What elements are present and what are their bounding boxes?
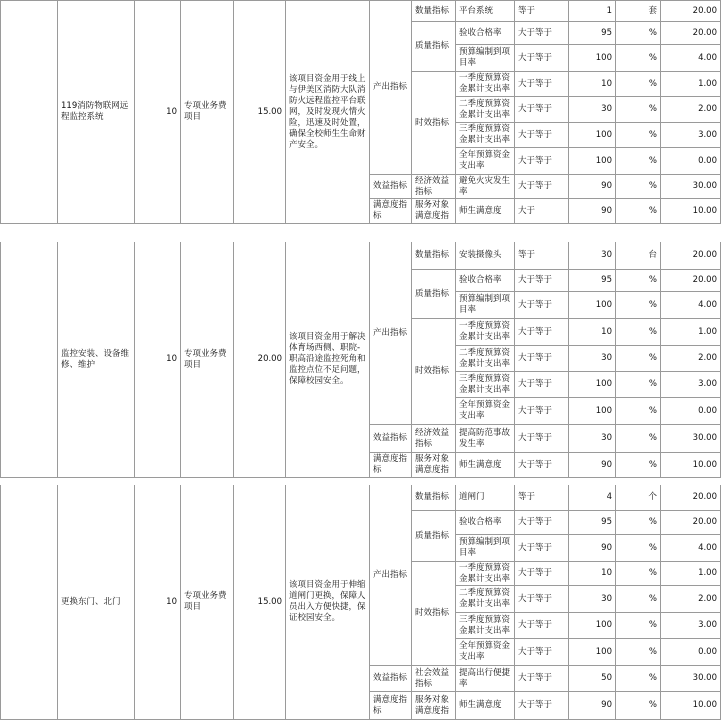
- indicator-unit: %: [616, 270, 661, 292]
- indicator-name: 师生满意度: [456, 453, 515, 478]
- indicator-name: 验收合格率: [456, 511, 515, 535]
- level2-indicator: 服务对象满意度指: [412, 692, 456, 720]
- level1-indicator: 满意度指标: [370, 453, 412, 478]
- indicator-operator: 大于等于: [515, 175, 569, 199]
- indicator-name: 师生满意度: [456, 199, 515, 224]
- project-category: 专项业务费项目: [181, 0, 234, 224]
- indicator-value: 30: [569, 97, 616, 123]
- indicator-operator: 大于等于: [515, 22, 569, 45]
- indicator-operator: 大于等于: [515, 398, 569, 425]
- indicator-score: 4.00: [661, 45, 721, 72]
- indicator-operator: 大于等于: [515, 639, 569, 666]
- indicator-operator: 大于等于: [515, 666, 569, 692]
- indicator-score: 2.00: [661, 586, 721, 613]
- project-amount: 15.00: [234, 485, 286, 720]
- indicator-unit: %: [616, 692, 661, 720]
- indicator-value: 10: [569, 72, 616, 97]
- indicator-score: 3.00: [661, 372, 721, 398]
- indicator-operator: 大于等于: [515, 346, 569, 372]
- indicator-name: 师生满意度: [456, 692, 515, 720]
- indicator-name: 三季度预算资金累计支出率: [456, 613, 515, 639]
- indicator-unit: %: [616, 292, 661, 319]
- level1-indicator: 满意度指标: [370, 199, 412, 224]
- category-code: 10: [135, 485, 181, 720]
- indicator-unit: %: [616, 148, 661, 175]
- indicator-operator: 大于等于: [515, 562, 569, 586]
- level1-indicator: 满意度指标: [370, 692, 412, 720]
- indicator-value: 100: [569, 148, 616, 175]
- indicator-operator: 大于等于: [515, 45, 569, 72]
- indicator-name: 全年预算资金支出率: [456, 639, 515, 666]
- indicator-value: 90: [569, 535, 616, 562]
- project-name: 119消防物联网远程监控系统: [58, 0, 135, 224]
- level2-indicator: 数量指标: [412, 0, 456, 22]
- indicator-name: 一季度预算资金累计支出率: [456, 319, 515, 346]
- indicator-name: 预算编制到项目率: [456, 45, 515, 72]
- indicator-unit: %: [616, 319, 661, 346]
- indicator-operator: 大于等于: [515, 613, 569, 639]
- indicator-unit: %: [616, 346, 661, 372]
- indicator-unit: %: [616, 511, 661, 535]
- indicator-score: 1.00: [661, 72, 721, 97]
- indicator-name: 避免火灾发生率: [456, 175, 515, 199]
- indicator-score: 20.00: [661, 242, 721, 270]
- project-amount: 15.00: [234, 0, 286, 224]
- indicator-operator: 大于等于: [515, 319, 569, 346]
- level2-indicator: 时效指标: [412, 72, 456, 175]
- indicator-name: 提高防范事故发生率: [456, 425, 515, 453]
- indicator-score: 30.00: [661, 425, 721, 453]
- indicator-operator: 等于: [515, 485, 569, 511]
- indicator-value: 95: [569, 270, 616, 292]
- project-description: 该项目资金用于线上与伊美区消防大队消防火远程监控平台联网，及时发现火情火险，迅速及时处置，确保全校师生生命财产安全。: [286, 0, 370, 224]
- indicator-score: 30.00: [661, 666, 721, 692]
- indicator-unit: %: [616, 72, 661, 97]
- indicator-value: 95: [569, 511, 616, 535]
- indicator-operator: 大于等于: [515, 123, 569, 148]
- indicator-operator: 等于: [515, 0, 569, 22]
- level2-indicator: 经济效益指标: [412, 425, 456, 453]
- indicator-operator: 大于等于: [515, 97, 569, 123]
- indicator-name: 三季度预算资金累计支出率: [456, 372, 515, 398]
- indicator-score: 10.00: [661, 453, 721, 478]
- indicator-score: 1.00: [661, 319, 721, 346]
- indicator-unit: %: [616, 639, 661, 666]
- indicator-value: 100: [569, 398, 616, 425]
- indicator-value: 100: [569, 639, 616, 666]
- indicator-value: 90: [569, 199, 616, 224]
- blank-cell: [0, 242, 58, 478]
- level1-indicator: 产出指标: [370, 242, 412, 425]
- indicator-operator: 大于等于: [515, 586, 569, 613]
- indicator-unit: %: [616, 562, 661, 586]
- indicator-operator: 大于等于: [515, 270, 569, 292]
- indicator-score: 0.00: [661, 398, 721, 425]
- category-code: 10: [135, 242, 181, 478]
- indicator-value: 90: [569, 692, 616, 720]
- indicator-score: 3.00: [661, 123, 721, 148]
- indicator-score: 0.00: [661, 639, 721, 666]
- indicator-value: 90: [569, 453, 616, 478]
- indicator-operator: 大于等于: [515, 292, 569, 319]
- indicator-score: 20.00: [661, 511, 721, 535]
- indicator-unit: %: [616, 398, 661, 425]
- level1-indicator: 效益指标: [370, 175, 412, 199]
- indicator-name: 二季度预算资金累计支出率: [456, 586, 515, 613]
- indicator-name: 二季度预算资金累计支出率: [456, 346, 515, 372]
- indicator-unit: %: [616, 199, 661, 224]
- indicator-operator: 大于等于: [515, 372, 569, 398]
- indicator-score: 2.00: [661, 346, 721, 372]
- indicator-value: 50: [569, 666, 616, 692]
- indicator-unit: %: [616, 425, 661, 453]
- level2-indicator: 时效指标: [412, 562, 456, 666]
- indicator-operator: 大于等于: [515, 692, 569, 720]
- indicator-operator: 大于等于: [515, 453, 569, 478]
- indicator-value: 30: [569, 346, 616, 372]
- indicator-value: 100: [569, 372, 616, 398]
- indicator-unit: %: [616, 613, 661, 639]
- indicator-unit: %: [616, 45, 661, 72]
- indicator-unit: %: [616, 535, 661, 562]
- indicator-name: 安装摄像头: [456, 242, 515, 270]
- indicator-value: 10: [569, 319, 616, 346]
- indicator-name: 一季度预算资金累计支出率: [456, 562, 515, 586]
- level2-indicator: 服务对象满意度指: [412, 199, 456, 224]
- indicator-value: 100: [569, 123, 616, 148]
- level2-indicator: 社会效益指标: [412, 666, 456, 692]
- indicator-unit: %: [616, 666, 661, 692]
- indicator-value: 100: [569, 613, 616, 639]
- level2-indicator: 质量指标: [412, 22, 456, 72]
- indicator-name: 三季度预算资金累计支出率: [456, 123, 515, 148]
- level2-indicator: 数量指标: [412, 242, 456, 270]
- indicator-score: 4.00: [661, 292, 721, 319]
- indicator-unit: 套: [616, 0, 661, 22]
- level2-indicator: 质量指标: [412, 270, 456, 319]
- indicator-name: 全年预算资金支出率: [456, 398, 515, 425]
- indicator-score: 30.00: [661, 175, 721, 199]
- indicator-score: 20.00: [661, 485, 721, 511]
- project-name: 监控安装、设备维修、维护: [58, 242, 135, 478]
- indicator-unit: %: [616, 175, 661, 199]
- indicator-operator: 大于等于: [515, 511, 569, 535]
- project-name: 更换东门、北门: [58, 485, 135, 720]
- indicator-name: 验收合格率: [456, 270, 515, 292]
- indicator-unit: %: [616, 453, 661, 478]
- indicator-score: 4.00: [661, 535, 721, 562]
- blank-cell: [0, 0, 58, 224]
- level1-indicator: 效益指标: [370, 425, 412, 453]
- indicator-value: 100: [569, 45, 616, 72]
- indicator-name: 预算编制到项目率: [456, 535, 515, 562]
- indicator-operator: 等于: [515, 242, 569, 270]
- blank-cell: [0, 485, 58, 720]
- indicator-name: 道闸门: [456, 485, 515, 511]
- indicator-name: 全年预算资金支出率: [456, 148, 515, 175]
- level2-indicator: 数量指标: [412, 485, 456, 511]
- indicator-score: 2.00: [661, 97, 721, 123]
- indicator-unit: 台: [616, 242, 661, 270]
- indicator-unit: %: [616, 123, 661, 148]
- indicator-unit: 个: [616, 485, 661, 511]
- indicator-name: 验收合格率: [456, 22, 515, 45]
- level2-indicator: 时效指标: [412, 319, 456, 425]
- indicator-value: 95: [569, 22, 616, 45]
- indicator-value: 90: [569, 175, 616, 199]
- indicator-operator: 大于等于: [515, 535, 569, 562]
- indicator-unit: %: [616, 97, 661, 123]
- indicator-score: 20.00: [661, 22, 721, 45]
- indicator-name: 二季度预算资金累计支出率: [456, 97, 515, 123]
- category-code: 10: [135, 0, 181, 224]
- indicator-value: 10: [569, 562, 616, 586]
- indicator-name: 平台系统: [456, 0, 515, 22]
- level2-indicator: 服务对象满意度指: [412, 453, 456, 478]
- indicator-score: 10.00: [661, 692, 721, 720]
- indicator-value: 30: [569, 425, 616, 453]
- indicator-score: 20.00: [661, 0, 721, 22]
- project-description: 该项目资金用于解决体育场西侧、职院-职高沿途监控死角和监控点位不足问题，保障校园安全。: [286, 242, 370, 478]
- indicator-score: 0.00: [661, 148, 721, 175]
- indicator-unit: %: [616, 22, 661, 45]
- indicator-operator: 大于等于: [515, 425, 569, 453]
- indicator-name: 预算编制到项目率: [456, 292, 515, 319]
- indicator-value: 30: [569, 242, 616, 270]
- project-description: 该项目资金用于伸缩道闸门更换，保障人员出入方便快捷，保证校园安全。: [286, 485, 370, 720]
- level2-indicator: 经济效益指标: [412, 175, 456, 199]
- indicator-score: 10.00: [661, 199, 721, 224]
- level1-indicator: 产出指标: [370, 485, 412, 666]
- indicator-operator: 大于: [515, 199, 569, 224]
- indicator-unit: %: [616, 372, 661, 398]
- project-amount: 20.00: [234, 242, 286, 478]
- indicator-value: 100: [569, 292, 616, 319]
- level1-indicator: 效益指标: [370, 666, 412, 692]
- indicator-name: 提高出行便捷率: [456, 666, 515, 692]
- indicator-unit: %: [616, 586, 661, 613]
- level1-indicator: 产出指标: [370, 0, 412, 175]
- indicator-score: 3.00: [661, 613, 721, 639]
- indicator-value: 4: [569, 485, 616, 511]
- indicator-operator: 大于等于: [515, 148, 569, 175]
- project-category: 专项业务费项目: [181, 242, 234, 478]
- project-category: 专项业务费项目: [181, 485, 234, 720]
- indicator-operator: 大于等于: [515, 72, 569, 97]
- indicator-value: 30: [569, 586, 616, 613]
- indicator-value: 1: [569, 0, 616, 22]
- level2-indicator: 质量指标: [412, 511, 456, 562]
- indicator-score: 20.00: [661, 270, 721, 292]
- indicator-name: 一季度预算资金累计支出率: [456, 72, 515, 97]
- indicator-score: 1.00: [661, 562, 721, 586]
